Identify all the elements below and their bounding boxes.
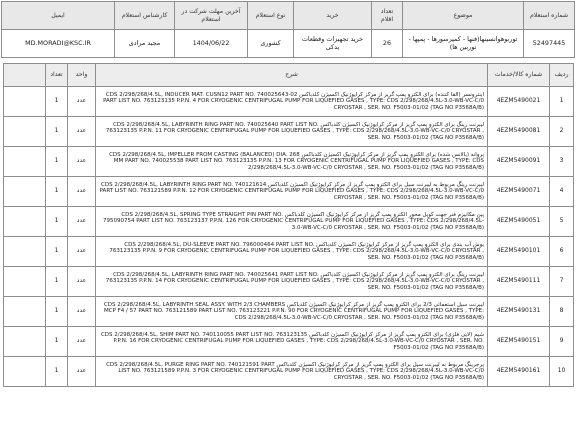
item-description: لیبرنت سیل استعمائی 2/3 برای الکترو پمپ گریز از مرکز کرایوژنیک اکسیژن کلدباکس CDS 2/298/268/4.5L, LABYRINTH SEAL ASSY. WITH 2/3 CHAMBERS MCP F4 / 57 PART NO. 763121589 PART LIST NO. 763123221 P.P.N. 90 FOR CRYOGENIC CENTRIFUGAL PUMP FOR LIQUEFIED GASES , TYPE: CDS 2/298/268/4.5L-3.0-WB-VC-C/0 CRYOSTAR , SER. NO. F5003-01/02 (TAG NO P3568A/B) [96, 297, 488, 327]
table-row [4, 87, 574, 117]
item-row-number: 3 [550, 147, 574, 177]
inquiry-number: 52497445 [524, 30, 575, 58]
item-blank-cell [4, 207, 46, 237]
header-col-email: ایمیل [2, 2, 115, 30]
item-unit: عدد [68, 357, 96, 387]
item-blank-cell [4, 267, 46, 297]
items-col-code: شماره کالا/خدمات [488, 64, 550, 87]
item-row-number: 7 [550, 267, 574, 297]
item-quantity: 1 [46, 177, 68, 207]
item-code: 4EZM5490151 [488, 327, 550, 357]
deadline-date: 1404/06/22 [175, 30, 248, 58]
header-col-inquiry-type: نوع استعلام [248, 2, 294, 30]
item-quantity: 1 [46, 147, 68, 177]
header-col-subject: موضوع [403, 2, 524, 30]
inquiry-header-table [1, 1, 575, 58]
item-code: 4EZM5490101 [488, 237, 550, 267]
item-row-number: 10 [550, 357, 574, 387]
item-description: اینترونسر (القا کننده) برای الکترو پمپ گریز از مرکز کرایوژنیک اکسیژن کلدباکس CDS 2/298/268/4.5L, INDUCER MAT. CUSN12 PART NO. 740025643-02 PART LIST NO. 763123135 P.P.N. 4 FOR CRYOGENIC CENTRIFUGAL PUMP FOR LIQUEFIED GASES , TYPE: CDS 2/298/268/4.5L-3.0-WB-VC-C/0 CRYOSTAR , SER. NO. F5003-01/02 (TAG NO P3568A/B) [96, 87, 488, 117]
item-blank-cell [4, 177, 46, 207]
item-description: پین مکانیزم فنر جهت کوپل محور الکترو پمپ گریز از مرکز کرایوژنیک اکسیژن کلدباکس CDS 2/298/268/4.5L, SPRING TYPE STRAIGHT PIN PART NO. 795090754 PART LIST NO. 763123137 P.P.N. 126 FOR CRYOGENIC CENTRIFUGAL PUMP FOR LIQUEFIED GASES , TYPE: CDS 2/298/268/4.5L-3.0-WB-VC-C/0 CRYOSTAR , SER. NO. F5003-01/02 (TAG NO P3568A/B) [96, 207, 488, 237]
items-col-quantity: تعداد [46, 64, 68, 87]
item-blank-cell [4, 237, 46, 267]
item-code: 4EZM5490021 [488, 87, 550, 117]
items-col-unit: واحد [68, 64, 96, 87]
item-unit: عدد [68, 297, 96, 327]
item-code: 4EZM5490051 [488, 207, 550, 237]
item-description: لیبرنت رینگ برای الکترو پمپ گریز از مرکز کرایوژنیک اکسیژن کلدباکس CDS 2/298/268/4.5L, LABYRINTH RING PART NO. 740025640 PART LIST NO. 763123135 P.P.N. 11 FOR CRYOGENIC CENTRIFUGAL PUMP FOR LIQUEFIED GASES , TYPE: CDS 2/298/268/4.5L-3.0-WB-VC-C/0 CRYOSTAR , SER. NO. F5003-01/02 (TAG NO P3568A/B) [96, 117, 488, 147]
item-blank-cell [4, 117, 46, 147]
item-row-number: 1 [550, 87, 574, 117]
items-table [3, 63, 574, 387]
item-description: شیم (لایی فلزی) برای الکترو پمپ گریز از مرکز کرایوژنیک اکسیژن کلدباکس CDS 2/298/268/4.5L, SHIM PART NO. 740110055 PART LIST NO. 763123135 P.P.N. 16 FOR CRYOGENIC CENTRIFUGAL PUMP FOR LIQUEFIED GASES , TYPE: CDS 2/298/268/4.5L-3.0-WB-VC-C/0 CRYOSTAR , SER. NO. F5003-01/02 (TAG NO P3568A/B) [96, 327, 488, 357]
item-blank-cell [4, 297, 46, 327]
header-col-expert: کارشناس استعلام [115, 2, 175, 30]
header-col-item-count: تعداد اقلام [372, 2, 403, 30]
item-unit: عدد [68, 327, 96, 357]
item-quantity: 1 [46, 207, 68, 237]
item-unit: عدد [68, 207, 96, 237]
item-row-number: 4 [550, 177, 574, 207]
expert-name: مجید مرادی [115, 30, 175, 58]
item-unit: عدد [68, 87, 96, 117]
item-quantity: 1 [46, 237, 68, 267]
header-col-purchase: خرید [294, 2, 372, 30]
item-code: 4EZM5490111 [488, 267, 550, 297]
item-code: 4EZM5490091 [488, 147, 550, 177]
table-row [4, 267, 574, 297]
item-row-number: 9 [550, 327, 574, 357]
item-row-number: 2 [550, 117, 574, 147]
items-header-row [4, 64, 574, 87]
header-labels-row [2, 2, 575, 30]
header-col-inquiry-number: شماره استعلام [524, 2, 575, 30]
inquiry-type: کشوری [248, 30, 294, 58]
items-body [4, 87, 574, 387]
items-col-blank [4, 64, 46, 87]
item-row-number: 6 [550, 237, 574, 267]
table-row [4, 237, 574, 267]
item-quantity: 1 [46, 297, 68, 327]
item-row-number: 5 [550, 207, 574, 237]
item-unit: عدد [68, 147, 96, 177]
item-count: 26 [372, 30, 403, 58]
item-description: لیبرنت رینگ برای الکترو پمپ گریز از مرکز کرایوژنیک اکسیژن کلدباکس CDS 2/298/268/4.5L, LABYRINTH RING PART NO. 740025641 PART LIST NO. 763123135 P.P.N. 14 FOR CRYOGENIC CENTRIFUGAL PUMP FOR LIQUEFIED GASES , TYPE: CDS 2/298/268/4.5L-3.0-WB-VC-C/0 CRYOSTAR , SER. NO. F5003-01/02 (TAG NO P3568A/B) [96, 267, 488, 297]
purchase-category: خرید تجهیزات وقطعات یدکی [294, 30, 372, 58]
item-quantity: 1 [46, 267, 68, 297]
items-col-description: شرح [96, 64, 488, 87]
inquiry-subject: توربوهوانسینها(فنها - کمپرسورها - پمپها - توربین ها) [403, 30, 524, 58]
item-quantity: 1 [46, 87, 68, 117]
item-unit: عدد [68, 117, 96, 147]
table-row [4, 117, 574, 147]
items-col-row: ردیف [550, 64, 574, 87]
item-code: 4EZM5490081 [488, 117, 550, 147]
item-blank-cell [4, 87, 46, 117]
item-quantity: 1 [46, 357, 68, 387]
item-code: 4EZM5490071 [488, 177, 550, 207]
table-row [4, 147, 574, 177]
item-quantity: 1 [46, 117, 68, 147]
table-row [4, 207, 574, 237]
item-description: بوش آب بندی برای الکترو پمپ گریز از مرکز کرایوژنیک اکسیژن کلدباکس CDS 2/298/268/4.5L, DU-SLEEVE PART NO. 796000464 PART LIST NO. 763123135 P.P.N. 9 FOR CRYOGENIC CENTRIFUGAL PUMP FOR LIQUEFIED GASES , TYPE: CDS 2/298/268/4.5L-3.0-WB-VC-C/0 CRYOSTAR , SER. NO. F5003-01/02 (TAG NO P3568A/B) [96, 237, 488, 267]
item-code: 4EZM5490131 [488, 297, 550, 327]
item-quantity: 1 [46, 327, 68, 357]
header-values-row [2, 30, 575, 58]
item-unit: عدد [68, 267, 96, 297]
item-blank-cell [4, 327, 46, 357]
expert-email[interactable]: MD.MORADI@KSC.IR [2, 30, 115, 58]
table-row [4, 297, 574, 327]
item-description: پروانه (بالانس شده) برای الکترو پمپ گریز از مرکز کرایوژنیک اکسیژن کلدباکس CDS 2/298/268/4.5L, IMPELLER FROM CASTING (BALANCED) DIA. 268 MM PART NO. 740025538 PART LIST NO. 763123135 P.P.N. 13 FOR CRYOGENIC CENTRIFUGAL PUMP FOR LIQUEFIED GASES , TYPE: CDS 2/298/268/4.5L-3.0-WB-VC-C/0 CRYOSTAR , SER. NO. F5003-01/02 (TAG NO P3568A/B) [96, 147, 488, 177]
item-description: لیبرنت رینگ مربوط به لیبرنت سیل برای الکترو پمپ گریز از مرکز کرایوژنیک اکسیژن کلدباکس CDS 2/298/268/4.5L, LABYRINTH RING PART NO. 740121614 PART LIST NO. 763121589 P.P.N. 12 FOR CRYOGENIC CENTRIFUGAL PUMP FOR LIQUEFIED GASES , TYPE: CDS 2/298/268/4.5L-3.0-WB-VC-C/0 CRYOSTAR , SER. NO. F5003-01/02 (TAG NO P3568A/B) [96, 177, 488, 207]
item-unit: عدد [68, 177, 96, 207]
item-blank-cell [4, 357, 46, 387]
item-code: 4EZM5490161 [488, 357, 550, 387]
table-row [4, 327, 574, 357]
item-blank-cell [4, 147, 46, 177]
header-col-deadline: آخرین مهلت شرکت در استعلام [175, 2, 248, 30]
item-unit: عدد [68, 237, 96, 267]
item-description: پرجرینگ مربوط به لیبرنت سیل برای الکترو پمپ گریز از مرکز کرایوژنیک اکسیژن کلدباکس CDS 2/298/268/4.5L, PURGE RING PART NO. 740121591 PART LIST NO. 763121589 P.P.N. 3 FOR CRYOGENIC CENTRIFUGAL PUMP FOR LIQUEFIED GASES , TYPE: CDS 2/298/268/4.5L-3.0-WB-VC-C/0 CRYOSTAR , SER. NO. F5003-01/02 (TAG NO P3568A/B) [96, 357, 488, 387]
table-row [4, 177, 574, 207]
table-row [4, 357, 574, 387]
item-row-number: 8 [550, 297, 574, 327]
